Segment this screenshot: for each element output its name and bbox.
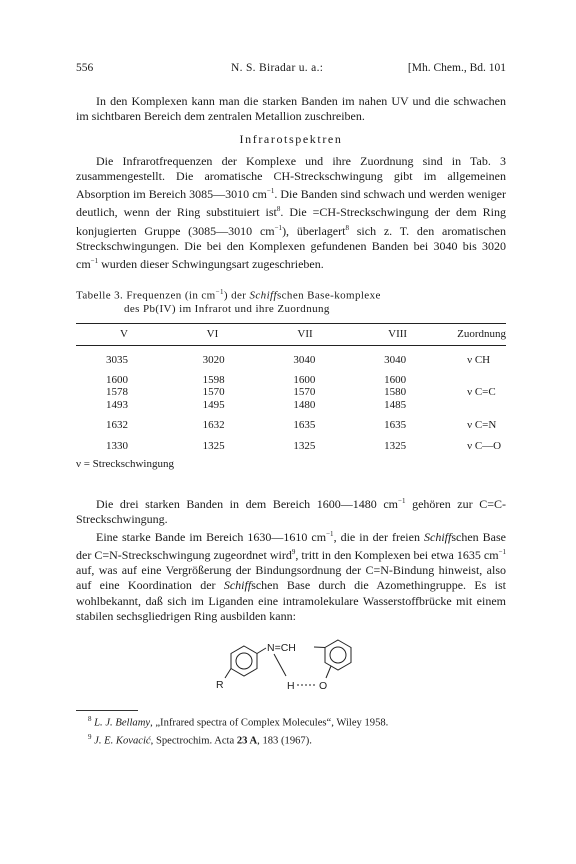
footnote-author: L. J. Bellamy <box>94 717 151 729</box>
paragraph-uv: In den Komplexen kann man die starken Banden im nahen UV und die schwachen im sichtbaren Bereich dem zentralen Metallion zuschreiben. <box>76 94 506 124</box>
text-run: Eine starke Bande im Bereich 1630—1610 cm <box>96 530 327 545</box>
paragraph-cc-stretch <box>76 494 506 527</box>
assignment-cell: ν C=C <box>467 386 496 399</box>
text-run: schen Base der C=N-Streckschwingung zugeordnet wird <box>76 530 507 563</box>
footnote-text: , „Infrared spectra of Complex Molecules“, Wiley 1958. <box>150 717 389 729</box>
text-run: ), überlagert <box>282 223 346 238</box>
exponent: −1 <box>215 287 224 296</box>
table-cell: 3020 <box>202 353 225 366</box>
page <box>76 62 506 748</box>
aromatic-circle <box>236 653 252 669</box>
phenyl-ring <box>231 646 257 676</box>
running-authors: N. S. Biradar u. a.: <box>231 62 324 74</box>
bond-r <box>225 668 231 678</box>
table-cell: 1600 <box>106 373 128 386</box>
table-cell: 1325 <box>293 439 316 452</box>
table-cell: 1600 <box>293 373 316 386</box>
assignment-cell: ν CH <box>467 353 491 366</box>
table-cell: 1632 <box>202 419 225 432</box>
table-caption <box>76 286 506 317</box>
table-footnote: ν = Streckschwingung <box>76 457 174 470</box>
footnote-text: , Spectrochim. Acta <box>150 735 237 747</box>
text-run: gehören zur C=C-Streckschwingung. <box>76 496 506 527</box>
column-header: Zuordnung <box>457 323 506 345</box>
aromatic-circle <box>330 647 346 663</box>
azomethine-label: N=CH <box>267 641 296 654</box>
journal-reference: [Mh. Chem., Bd. 101 <box>407 62 506 74</box>
table-cell: 3040 <box>293 353 316 366</box>
h-label: H <box>287 679 295 692</box>
reference-mark: 8 <box>276 205 281 214</box>
running-header <box>76 62 506 80</box>
frequency-table <box>76 323 506 452</box>
bond-o <box>326 666 331 678</box>
caption-text: ) der <box>223 289 250 302</box>
text-run: . Die Banden sind schwach und werden weniger deutlich, wenn der Ring substituiert ist <box>76 187 506 220</box>
exponent: −1 <box>274 223 283 232</box>
exponent: −1 <box>398 496 406 505</box>
table-cell: 1480 <box>293 398 316 411</box>
paragraph-ir-frequencies <box>76 154 506 272</box>
table-row <box>76 374 506 386</box>
table-cell: 1495 <box>202 398 225 411</box>
assignment-cell: ν C—O <box>467 439 502 452</box>
hydrogen-bond-scheme <box>76 632 506 702</box>
table-cell: 1570 <box>202 386 225 399</box>
text-run: , tritt in den Komplexen bei etwa 1635 cm <box>295 548 499 563</box>
table-cell: 1635 <box>384 419 407 432</box>
column-header: VII <box>283 323 374 345</box>
table-cell <box>457 374 506 386</box>
table-cell: 1493 <box>106 398 128 411</box>
text-run: wurden dieser Schwingungsart zugeschrieben. <box>98 256 324 271</box>
reference-mark: 8 <box>345 223 349 232</box>
exponent: −1 <box>326 530 334 539</box>
table-header-row <box>76 323 506 345</box>
hydroxyphenyl-ring <box>325 640 351 670</box>
exponent: −1 <box>90 256 99 265</box>
table-cell: 1330 <box>106 439 128 452</box>
text-run: schen Base durch die Azomethingruppe. Es ist wohlbekannt, daß sich im Liganden eine intramolekulare Wasserstoffbrücke mit einem stabilen sechsgliedrigen Ring ausbilden kann: <box>76 578 506 623</box>
reference-mark: 9 <box>291 548 296 557</box>
table-cell: 1598 <box>202 373 225 386</box>
table-cell: 1600 <box>384 373 407 386</box>
text-run: . Die =CH-Streckschwingung der dem Ring konjugierten Gruppe (3085—3010 cm <box>76 205 506 238</box>
table-cell: 1635 <box>293 419 316 432</box>
table-cell: 1580 <box>384 386 407 399</box>
table-cell: 1485 <box>384 398 407 411</box>
table-row <box>76 419 506 431</box>
table-row <box>76 399 506 411</box>
table-cell <box>457 399 506 411</box>
caption-line-2: des Pb(IV) im Infrarot und ihre Zuordnung <box>124 303 330 315</box>
table-cell: 1578 <box>106 386 128 399</box>
caption-text: schen Base-komplexe <box>276 289 381 302</box>
italic-run: Schiff <box>424 530 452 545</box>
table-row <box>76 386 506 398</box>
column-header: V <box>76 323 193 345</box>
table-cell: 1325 <box>202 439 225 452</box>
table-cell: 1632 <box>106 419 128 432</box>
footnote <box>76 713 506 730</box>
column-header: VI <box>193 323 284 345</box>
text-run: auf, was auf eine Vergrößerung der Bindungsordnung der C=N-Bindung hinweist, also auf eine Koordination der <box>76 563 506 593</box>
text-run: Die Infrarotfrequenzen der Komplexe und ihre Zuordnung sind in Tab. 3 zusammengestellt. Die aromatische CH-Streckschwingung gibt im allgemeinen Absorption im Bereich 3085—3010 cm <box>76 154 506 202</box>
table-row <box>76 440 506 452</box>
o-label: O <box>319 679 328 692</box>
bond-n <box>257 648 266 654</box>
bond-ch-ring <box>314 647 325 648</box>
exponent: −1 <box>498 548 507 557</box>
exponent: −1 <box>266 187 275 196</box>
paragraph-cn-stretch <box>76 527 506 624</box>
footnote-rule <box>76 710 138 711</box>
assignment-cell: ν C=N <box>467 419 497 432</box>
column-header: VIII <box>374 323 457 345</box>
text-run: sich z. T. den aromatischen Streckschwingungen. Die bei den Komplexen gefundenen Banden bei 3040 bis 3020 cm <box>76 223 506 271</box>
footnote-text: , 183 (1967). <box>257 735 312 747</box>
table-cell: 1570 <box>293 386 316 399</box>
footnote-volume: 23 A <box>236 735 258 747</box>
caption-text: Tabelle 3. Frequenzen (in cm <box>76 289 216 302</box>
italic-run: Schiff <box>223 578 252 593</box>
text-run: Die drei starken Banden in dem Bereich 1600—1480 cm <box>96 496 399 511</box>
footnote-number: 9 <box>88 733 92 742</box>
structure-drawing <box>76 632 506 702</box>
table-cell: 3040 <box>384 353 407 366</box>
footnote-number: 8 <box>88 714 92 723</box>
caption-italic: Schiff <box>249 289 277 302</box>
table-cell: 3035 <box>106 353 128 366</box>
table-cell: 1325 <box>384 439 407 452</box>
footnote <box>76 731 506 748</box>
table-row <box>76 354 506 366</box>
bond-n-h <box>274 654 286 676</box>
r-label: R <box>216 678 224 691</box>
section-title: Infrarotspektren <box>239 132 343 147</box>
footnote-author: J. E. Kovacić <box>94 735 151 747</box>
page-number: 556 <box>76 62 94 74</box>
text-run: , die in der freien <box>333 530 424 545</box>
